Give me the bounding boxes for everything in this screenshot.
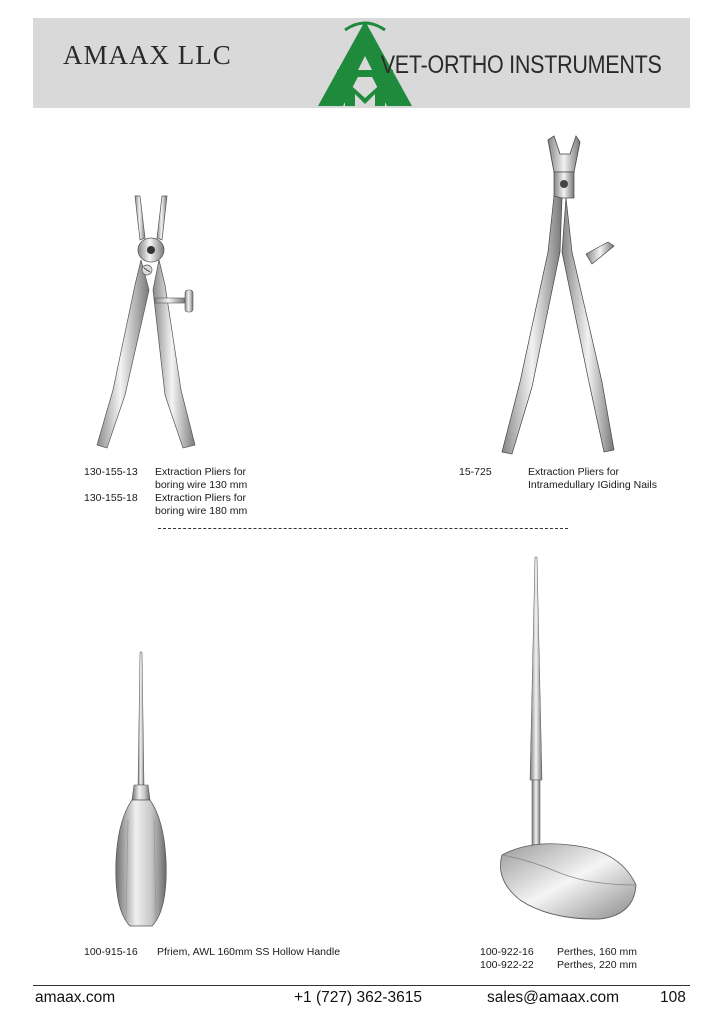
footer-rule	[33, 985, 690, 986]
product-description: Intramedullary IGiding Nails	[528, 479, 657, 491]
product-code: 15-725	[459, 466, 492, 478]
product-description: boring wire 130 mm	[155, 479, 248, 491]
product-code: 130-155-18	[84, 492, 138, 504]
product-code: 130-155-13	[84, 466, 138, 478]
product-description: Perthes, 220 mm	[557, 959, 637, 971]
extraction-pliers-icon	[85, 190, 220, 460]
product-description: Extraction Pliers for	[155, 466, 247, 478]
product-code: 100-915-16	[84, 946, 138, 958]
company-name: AMAAX LLC	[63, 40, 232, 70]
page-number: 108	[660, 989, 686, 1006]
product-description: Extraction Pliers for	[528, 466, 620, 478]
product-description: Extraction Pliers for	[155, 492, 247, 504]
section-divider	[158, 528, 568, 529]
product-2-text	[459, 466, 679, 494]
product-3-text	[84, 946, 384, 960]
product-4-text	[480, 946, 680, 974]
footer-email-link[interactable]: sales@amaax.com	[487, 989, 620, 1006]
awl-hollow-handle-icon	[110, 650, 172, 935]
footer-website-link[interactable]: amaax.com	[35, 989, 116, 1006]
footer-phone: +1 (727) 362-3615	[294, 989, 422, 1006]
header-band	[33, 18, 690, 108]
product-code: 100-922-16	[480, 946, 534, 958]
product-description: boring wire 180 mm	[155, 505, 248, 517]
catalog-title: VET-ORTHO INSTRUMENTS	[381, 51, 662, 79]
product-description: Pfriem, AWL 160mm SS Hollow Handle	[157, 946, 341, 958]
product-code: 100-922-22	[480, 959, 534, 971]
perthes-awl-icon	[490, 555, 640, 925]
product-1-text	[84, 466, 284, 518]
extraction-pliers-nails-icon	[490, 132, 625, 462]
product-description: Perthes, 160 mm	[557, 946, 637, 958]
